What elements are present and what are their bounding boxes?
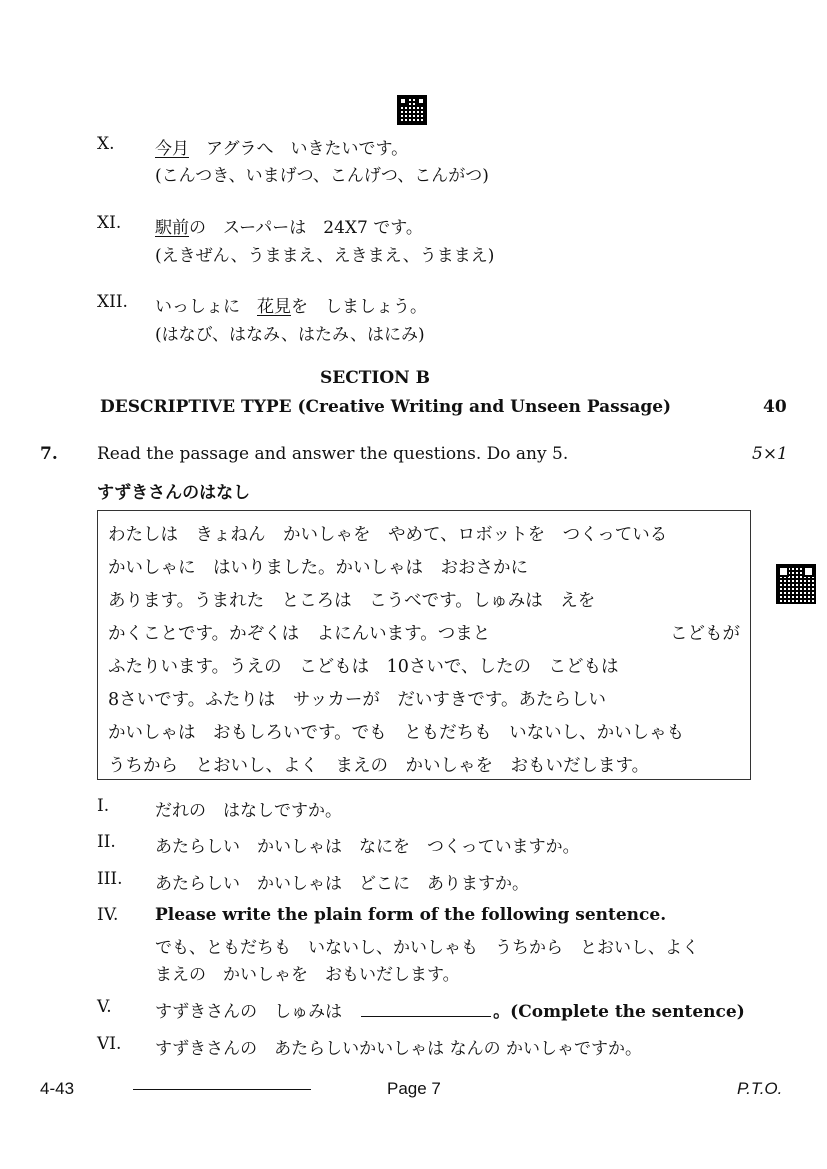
passage-line: わたしは きょねん かいしゃを やめて、ロボットを つくっている bbox=[108, 525, 668, 545]
sub-question-text: すずきさんの しゅみは 。(Complete the sentence) bbox=[155, 1002, 745, 1022]
sub-question-number: VI. bbox=[97, 1034, 122, 1054]
question-text: 今月 アグラへ いきたいです。 bbox=[155, 139, 409, 159]
sub-question-number: V. bbox=[97, 997, 112, 1017]
passage-line: ふたりいます。うえの こどもは 10さいで、したの こどもは bbox=[108, 657, 619, 677]
pto-label: P.T.O. bbox=[737, 1079, 783, 1098]
sub-question-text: Please write the plain form of the following sentence. bbox=[155, 905, 667, 925]
passage-line: うちから とおいし、よく まえの かいしゃを おもいだします。 bbox=[108, 756, 650, 776]
passage-line: あります。うまれた ところは こうべです。しゅみは えを bbox=[108, 591, 596, 611]
sub-question-number: II. bbox=[97, 832, 116, 852]
passage-box bbox=[97, 510, 751, 780]
section-marks: 40 bbox=[763, 397, 787, 417]
sub-question-number: IV. bbox=[97, 905, 119, 925]
answer-blank bbox=[361, 1002, 491, 1017]
passage-line: 8さいです。ふたりは サッカーが だいすきです。あたらしい bbox=[108, 690, 606, 710]
passage-title: すずきさんのはなし bbox=[97, 483, 251, 503]
qr-code-top bbox=[399, 97, 425, 123]
underlined-word: 花見 bbox=[257, 297, 291, 317]
question-text: 駅前の スーパーは 24X7 です。 bbox=[155, 218, 423, 238]
underlined-word: 今月 bbox=[155, 139, 189, 159]
section-subtitle: DESCRIPTIVE TYPE (Creative Writing and Unseen Passage) bbox=[100, 397, 672, 417]
question-number: XII. bbox=[97, 292, 128, 312]
question-text: いっしょに 花見を しましょう。 bbox=[155, 297, 427, 317]
sub-question-sentence-line: まえの かいしゃを おもいだします。 bbox=[155, 965, 460, 985]
qr-code-side bbox=[778, 566, 814, 602]
section-title: SECTION B bbox=[320, 368, 431, 388]
question-7-instruction: Read the passage and answer the questions. Do any 5. bbox=[97, 444, 569, 464]
footer-rule bbox=[133, 1089, 311, 1090]
passage-line: かいしゃに はいりました。かいしゃは おおさかに bbox=[108, 558, 528, 578]
question-options: (はなび、はなみ、はたみ、はにみ) bbox=[155, 325, 425, 345]
sub-question-text: あたらしい かいしゃは どこに ありますか。 bbox=[155, 874, 529, 894]
sub-question-number: I. bbox=[97, 796, 110, 816]
question-number: XI. bbox=[97, 213, 122, 233]
sub-question-number: III. bbox=[97, 869, 123, 889]
sub-question-text: すずきさんの あたらしいかいしゃは なんの かいしゃですか。 bbox=[155, 1039, 642, 1059]
paper-code: 4-43 bbox=[40, 1079, 75, 1098]
sub-question-sentence-line: でも、ともだちも いないし、かいしゃも うちから とおいし、よく bbox=[155, 938, 699, 958]
question-7-number: 7. bbox=[40, 444, 58, 464]
question-7-marks: 5×1 bbox=[752, 444, 788, 464]
page-number: Page 7 bbox=[387, 1079, 441, 1098]
passage-line: かくことです。かぞくは よにんいます。つまと bbox=[108, 624, 491, 644]
passage-line-right: こどもが bbox=[670, 624, 740, 644]
sub-question-text: だれの はなしですか。 bbox=[155, 801, 342, 821]
question-options: (こんつき、いまげつ、こんげつ、こんがつ) bbox=[155, 166, 489, 186]
underlined-word: 駅前 bbox=[155, 218, 189, 238]
question-number: X. bbox=[97, 134, 115, 154]
sub-question-text: あたらしい かいしゃは なにを つくっていますか。 bbox=[155, 837, 580, 857]
passage-line: かいしゃは おもしろいです。でも ともだちも いないし、かいしゃも bbox=[108, 723, 685, 743]
question-options: (えきぜん、うままえ、えきまえ、うままえ) bbox=[155, 246, 495, 266]
